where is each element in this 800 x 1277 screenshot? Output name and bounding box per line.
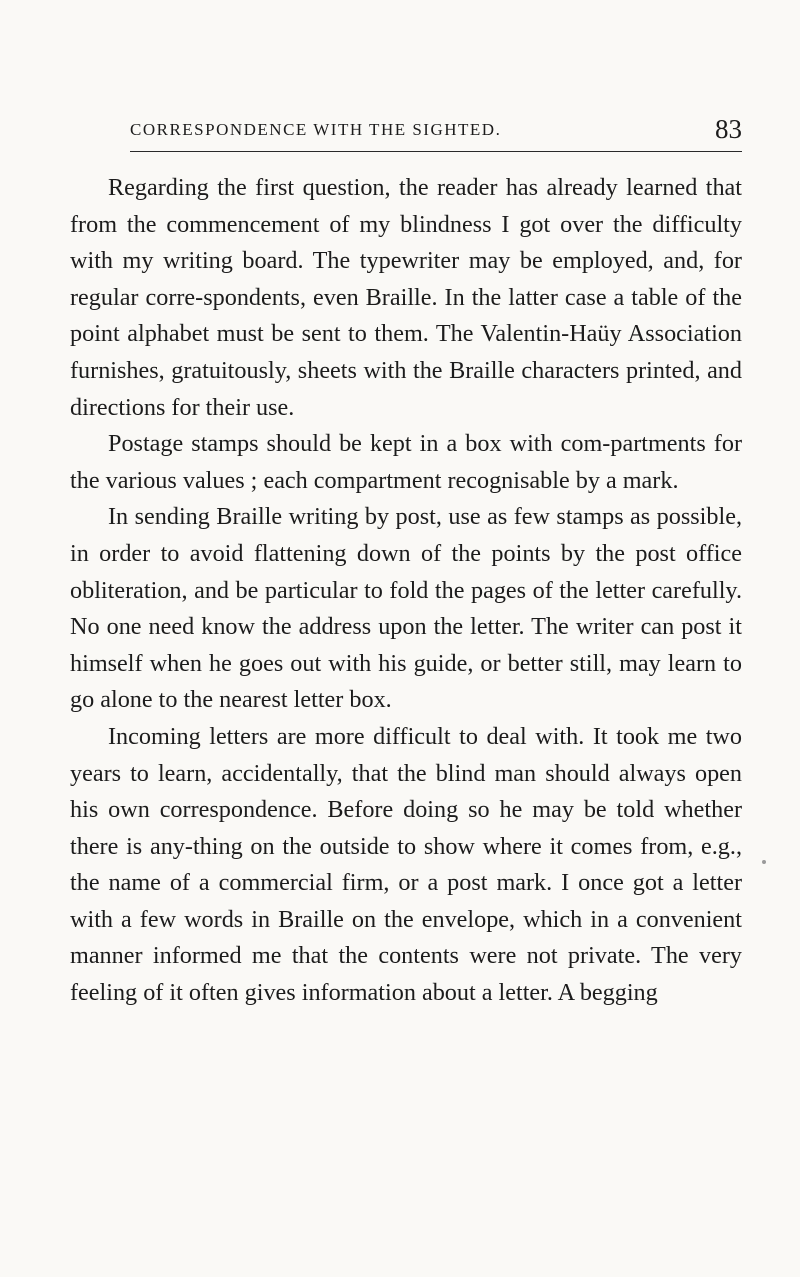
running-head — [130, 114, 742, 150]
paper-speck — [762, 860, 766, 864]
paragraph-4: Incoming letters are more difficult to deal with. It took me two years to learn, accidentally, that the blind man should always open his own correspondence. Before doing so he may be told whether there is any-thing on the outside to show where it comes from, e.g., the name of a commercial firm, or a post mark. I once got a letter with a few words in Braille on the envelope, which in a convenient manner informed me that the contents were not private. The very feeling of it often gives information about a letter. A begging — [70, 722, 742, 1007]
book-page — [60, 0, 742, 1277]
paragraph-3: In sending Braille writing by post, use as few stamps as possible, in order to avoid flattening down of the points by the post office obliteration, and be particular to fold the pages of the letter carefully. No one need know the address upon the letter. The writer can post it himself when he goes out with his guide, or better still, may learn to go alone to the nearest letter box. — [70, 503, 742, 714]
body-text — [70, 170, 742, 1012]
header-rule — [130, 151, 742, 152]
running-title: CORRESPONDENCE WITH THE SIGHTED. — [130, 120, 502, 139]
paragraph-2: Postage stamps should be kept in a box with com-partments for the various values ; each compartment recognisable by a mark. — [70, 430, 742, 494]
page-number: 83 — [715, 114, 742, 144]
paragraph-1: Regarding the first question, the reader has already learned that from the commencement of my blindness I got over the difficulty with my writing board. The typewriter may be employed, and, for regular corre-spondents, even Braille. In the latter case a table of the point alphabet must be sent to them. The Valentin-Haüy Association furnishes, gratuitously, sheets with the Braille characters printed, and directions for their use. — [70, 174, 742, 421]
